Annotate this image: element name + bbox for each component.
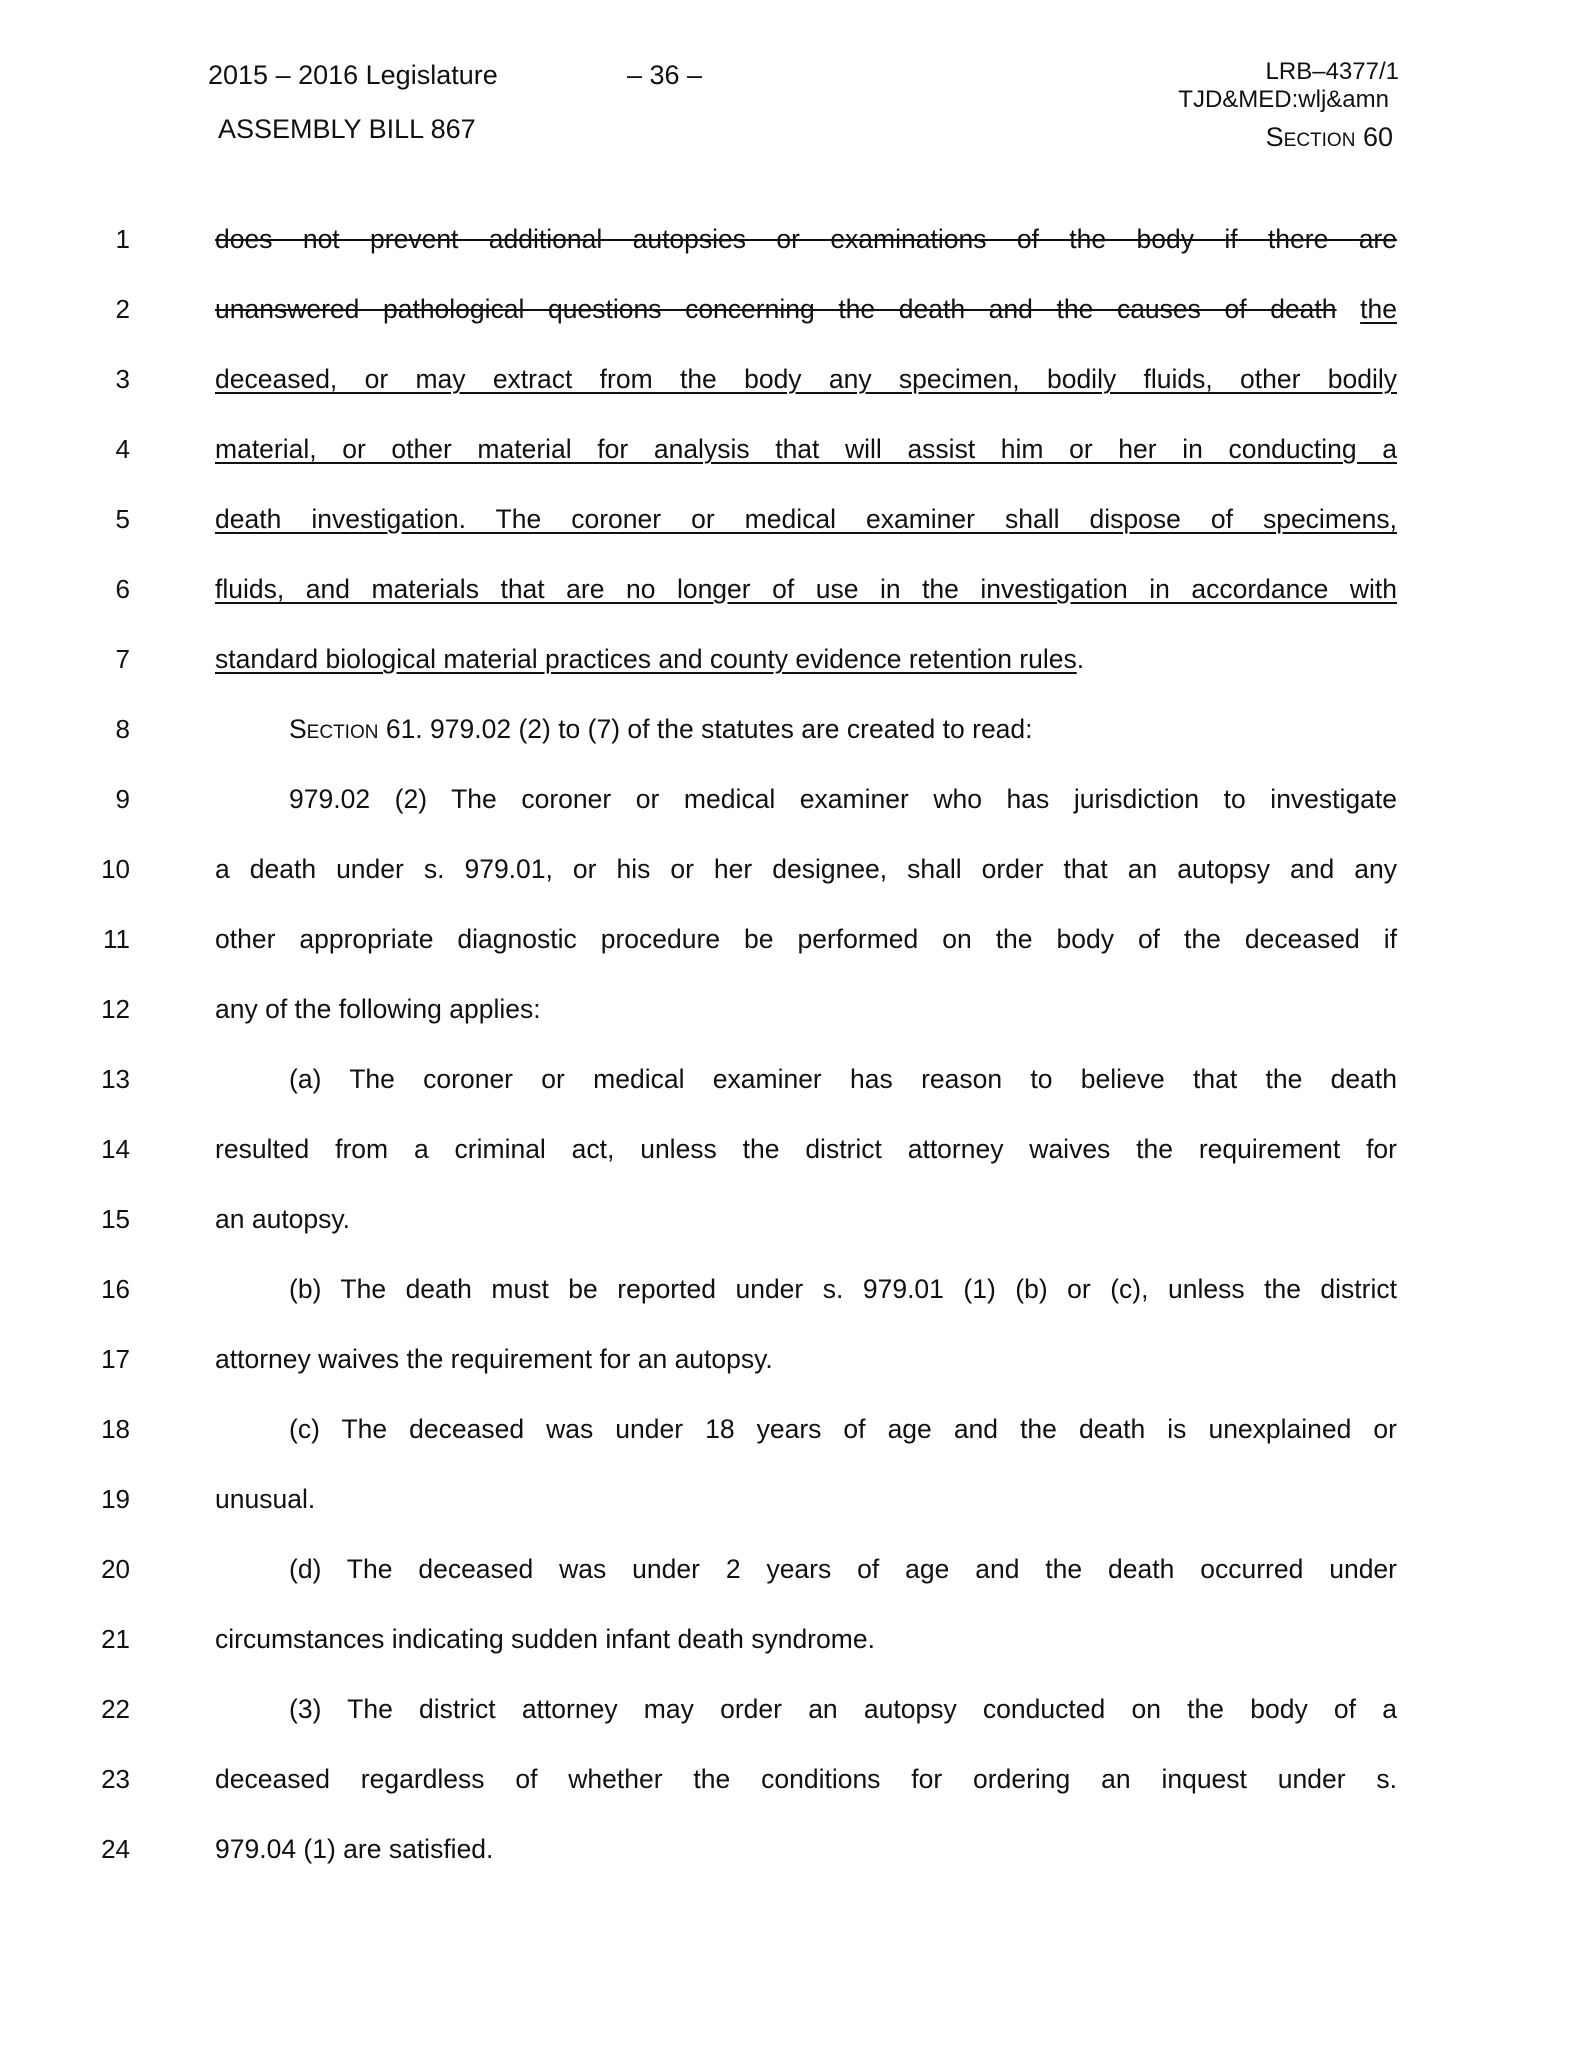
line-text: [289, 1689, 1397, 1729]
section-label: Section: [1265, 122, 1356, 152]
bill-line: [0, 219, 1583, 259]
line-text: [289, 1409, 1397, 1449]
bill-line: [0, 1059, 1583, 1099]
section-number: 60: [1362, 122, 1393, 152]
drafter-initials: TJD&MED:wlj&amn: [1178, 86, 1389, 113]
line-number: 23: [101, 1764, 130, 1794]
text-segment: a death under s. 979.01, or his or her designee, shall order that an autopsy and any: [215, 854, 1397, 884]
line-text: [215, 429, 1397, 469]
bill-line: [0, 849, 1583, 889]
text-segment: [1337, 294, 1361, 324]
line-text: [215, 1199, 1397, 1239]
deleted-text: does not prevent additional autopsies or examinations of the body if there are: [215, 224, 1397, 254]
line-number: 8: [115, 714, 130, 744]
line-number: 17: [101, 1344, 130, 1374]
line-text: [215, 989, 1397, 1029]
text-segment: any of the following applies:: [215, 994, 541, 1024]
inserted-text: fluids, and materials that are no longer of use in the investigation in accordance with: [215, 574, 1397, 604]
bill-line: [0, 359, 1583, 399]
section-heading: [1266, 124, 1393, 151]
text-segment: (3) The district attorney may order an autopsy conducted on the body of a: [289, 1694, 1397, 1724]
line-text: [289, 1269, 1397, 1309]
text-segment: (c) The deceased was under 18 years of age and the death is unexplained or: [289, 1414, 1397, 1444]
bill-line: [0, 989, 1583, 1029]
line-text: [215, 849, 1397, 889]
inserted-text: standard biological material practices and county evidence retention rules: [215, 644, 1077, 674]
line-text: [289, 1059, 1397, 1099]
line-number: 3: [115, 364, 130, 394]
bill-line: [0, 499, 1583, 539]
bill-line: [0, 1269, 1583, 1309]
line-number: 2: [115, 294, 130, 324]
bill-line: [0, 569, 1583, 609]
deleted-text: unanswered pathological questions concerning the death and the causes of death: [215, 294, 1337, 324]
line-text: [215, 289, 1397, 329]
line-number: 6: [115, 574, 130, 604]
text-segment: (a) The coroner or medical examiner has reason to believe that the death: [289, 1064, 1397, 1094]
line-number: 14: [101, 1134, 130, 1164]
line-number: 16: [101, 1274, 130, 1304]
bill-line: [0, 1199, 1583, 1239]
line-number: 20: [101, 1554, 130, 1584]
line-number: 11: [103, 924, 130, 954]
inserted-text: death investigation. The coroner or medical examiner shall dispose of specimens,: [215, 504, 1397, 534]
inserted-text: the: [1360, 294, 1397, 324]
line-number: 4: [115, 434, 130, 464]
text-segment: Section: [289, 714, 379, 744]
bill-line: [0, 1549, 1583, 1589]
line-text: [289, 1549, 1397, 1589]
line-number: 19: [101, 1484, 130, 1514]
bill-line: [0, 709, 1583, 749]
text-segment: (b) The death must be reported under s. 979.01 (1) (b) or (c), unless the district: [289, 1274, 1397, 1304]
text-segment: 61. 979.02 (2) to (7) of the statutes are created to read:: [378, 714, 1033, 744]
line-text: [215, 1129, 1397, 1169]
text-segment: unusual.: [215, 1484, 316, 1514]
bill-line: [0, 1829, 1583, 1869]
line-number: 1: [115, 224, 130, 254]
text-segment: deceased regardless of whether the conditions for ordering an inquest under s.: [215, 1764, 1397, 1794]
line-text: [215, 919, 1397, 959]
bill-line: [0, 1759, 1583, 1799]
bill-line: [0, 779, 1583, 819]
bill-line: [0, 1129, 1583, 1169]
line-text: [215, 639, 1397, 679]
lrb-number: LRB–4377/1: [1265, 58, 1399, 85]
line-number: 21: [101, 1624, 130, 1654]
line-text: [215, 1829, 1397, 1869]
legislature-session: 2015 – 2016 Legislature: [208, 60, 498, 90]
line-text: [215, 569, 1397, 609]
line-text: [215, 1619, 1397, 1659]
text-segment: (d) The deceased was under 2 years of age and the death occurred under: [289, 1554, 1397, 1584]
bill-line: [0, 919, 1583, 959]
bill-line: [0, 1689, 1583, 1729]
bill-line: [0, 429, 1583, 469]
bill-line: [0, 1339, 1583, 1379]
line-number: 22: [101, 1694, 130, 1724]
bill-number: ASSEMBLY BILL 867: [218, 114, 476, 144]
line-text: [289, 709, 1397, 749]
text-segment: .: [1076, 644, 1085, 674]
line-number: 24: [101, 1834, 130, 1864]
line-text: [215, 1339, 1397, 1379]
line-number: 7: [115, 644, 130, 674]
page-number: – 36 –: [627, 60, 703, 90]
text-segment: 979.04 (1) are satisfied.: [215, 1834, 494, 1864]
inserted-text: deceased, or may extract from the body any specimen, bodily fluids, other bodily: [215, 364, 1397, 394]
line-text: [215, 359, 1397, 399]
text-segment: circumstances indicating sudden infant death syndrome.: [215, 1624, 875, 1654]
text-segment: resulted from a criminal act, unless the district attorney waives the requirement for: [215, 1134, 1397, 1164]
line-number: 13: [101, 1064, 130, 1094]
text-segment: an autopsy.: [215, 1204, 351, 1234]
line-text: [215, 219, 1397, 259]
line-text: [215, 1759, 1397, 1799]
line-number: 18: [101, 1414, 130, 1444]
bill-line: [0, 1479, 1583, 1519]
line-text: [215, 499, 1397, 539]
bill-line: [0, 639, 1583, 679]
bill-line: [0, 1409, 1583, 1449]
line-number: 9: [115, 784, 130, 814]
bill-line: [0, 289, 1583, 329]
line-number: 5: [115, 504, 130, 534]
text-segment: other appropriate diagnostic procedure be performed on the body of the deceased if: [215, 924, 1397, 954]
line-number: 10: [101, 854, 130, 884]
line-text: [215, 1479, 1397, 1519]
line-number: 12: [101, 994, 130, 1024]
bill-line: [0, 1619, 1583, 1659]
text-segment: 979.02 (2) The coroner or medical examiner who has jurisdiction to investigate: [289, 784, 1397, 814]
line-text: [289, 779, 1397, 819]
text-segment: attorney waives the requirement for an autopsy.: [215, 1344, 773, 1374]
line-number: 15: [101, 1204, 130, 1234]
inserted-text: material, or other material for analysis that will assist him or her in conducting a: [215, 434, 1397, 464]
